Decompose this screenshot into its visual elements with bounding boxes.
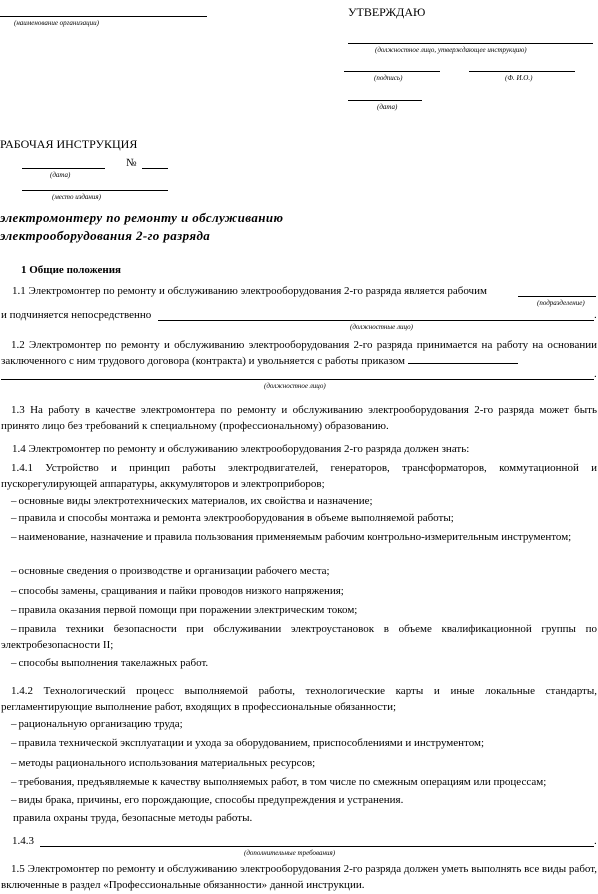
- approver-name-caption: (Ф. И.О.): [505, 74, 533, 82]
- org-name-caption: (наименование организации): [14, 19, 99, 27]
- approval-date-line: [348, 100, 422, 101]
- list1-item-8: – способы выполнения такелажных работ.: [1, 655, 597, 671]
- approve-label: УТВЕРЖДАЮ: [348, 5, 426, 19]
- para-1-4-1: 1.4.1 Устройство и принцип работы электродвигателей, генераторов, трансформаторов, коммутационной и пускорегулирующей аппаратуры, аккумуляторов и электроприборов;: [1, 462, 597, 490]
- list2-item-4: – требования, предъявляемые к качеству выполняемых работ, в том числе по смежным операциям или процессам;: [1, 774, 597, 790]
- dismissal-line-2: [1, 379, 594, 380]
- document-heading-line-2: электрооборудования 2-го разряда: [0, 228, 211, 243]
- para-1-2-text: 1.2 Электромонтер по ремонту и обслуживанию электрооборудования 2-го разряда принимается на работу на основании заключенного с ним трудового договора (контракта) и увольняется с работы приказом: [1, 339, 597, 367]
- list1-item-7-text: – правила техники безопасности при обслуживании электроустановок в объеме квалификационной группы по электробезопасности II;: [1, 623, 597, 651]
- para-1-4-3-end: .: [594, 835, 597, 847]
- additional-requirements-line: [40, 846, 594, 847]
- list1-item-3-text: – наименование, назначение и правила пользования применяемым рабочим контрольно-измерительным инструментом;: [11, 531, 571, 543]
- para-1-4-2: 1.4.2 Технологический процесс выполняемой работы, технологические карты и иные локальные стандарты, регламентирующие выполнение работ, входящих в профессиональные обязанности;: [1, 685, 597, 713]
- signature-caption: (подпись): [374, 74, 403, 82]
- list2-item-2: – правила технической эксплуатации и ухода за оборудованием, приспособлениями и инструментом;: [1, 735, 597, 751]
- list1-item-7: [1, 621, 597, 653]
- para-1-4: 1.4 Электромонтер по ремонту и обслуживанию электрооборудования 2-го разряда должен знать:: [12, 443, 470, 455]
- dismissal-caption: (должностное лицо): [264, 382, 326, 390]
- list1-item-5: – способы замены, сращивания и пайки проводов низкого напряжения;: [1, 583, 597, 599]
- list1-item-3: [1, 529, 597, 545]
- para-1-2: [1, 337, 597, 369]
- place-caption: (место издания): [52, 193, 101, 201]
- approver-name-line: [469, 71, 575, 72]
- list2-item-6: правила охраны труда, безопасные методы работы.: [13, 812, 253, 824]
- approver-position-line: [348, 43, 593, 44]
- para-1-2-end: .: [594, 368, 597, 380]
- list2-item-3: – методы рационального использования материальных ресурсов;: [1, 755, 597, 771]
- document-title: РАБОЧАЯ ИНСТРУКЦИЯ: [0, 137, 138, 151]
- subdivision-caption: (подразделение): [537, 299, 585, 307]
- para-1-1: 1.1 Электромонтер по ремонту и обслуживанию электрооборудования 2-го разряда является рабочим: [12, 285, 487, 297]
- subdivision-line: [518, 296, 596, 297]
- para-1-3: 1.3 На работу в качестве электромонтера по ремонту и обслуживанию электрооборудования 2-го разряда может быть принято лицо без требований к специальному (профессиональному) образованию.: [1, 404, 597, 432]
- list1-item-4: – основные сведения о производстве и организации рабочего места;: [1, 563, 597, 579]
- para-1-1-b-end: .: [594, 309, 597, 321]
- para-1-1-b: и подчиняется непосредственно: [1, 309, 152, 321]
- approval-date-caption: (дата): [377, 103, 398, 111]
- list2-item-5: – виды брака, причины, его порождающие, способы предупреждения и устранения.: [1, 792, 597, 808]
- dismissal-authority-line: [408, 353, 518, 364]
- para-1-5: 1.5 Электромонтер по ремонту и обслуживанию электрооборудования 2-го разряда должен уметь выполнять все виды работ, включенные в раздел «Профессиональные обязанности» данной инструкции.: [1, 863, 597, 891]
- para-1-4-3: 1.4.3: [12, 835, 34, 847]
- doc-date-caption: (дата): [50, 171, 71, 179]
- superior-line: [158, 320, 594, 321]
- doc-date-line: [22, 168, 105, 169]
- list1-item-1: – основные виды электротехнических материалов, их свойства и назначение;: [1, 493, 597, 509]
- list1-item-6: – правила оказания первой помощи при поражении электрическим током;: [1, 602, 597, 618]
- doc-number-line: [142, 168, 168, 169]
- org-name-line: [0, 16, 207, 17]
- list1-item-2: – правила и способы монтажа и ремонта электрооборудования в объеме выполняемой работы;: [1, 510, 597, 526]
- document-heading-line-1: электромонтеру по ремонту и обслуживанию: [0, 210, 284, 225]
- superior-caption: (должностные лицо): [350, 323, 413, 331]
- list2-item-1: – рациональную организацию труда;: [1, 716, 597, 732]
- approver-position-caption: (должностное лицо, утверждающее инструкцию): [375, 46, 527, 54]
- section-title: 1 Общие положения: [21, 264, 121, 276]
- additional-requirements-caption: (дополнительные требования): [244, 849, 336, 857]
- signature-line: [344, 71, 440, 72]
- place-line: [22, 190, 168, 191]
- doc-number-label: №: [126, 157, 137, 169]
